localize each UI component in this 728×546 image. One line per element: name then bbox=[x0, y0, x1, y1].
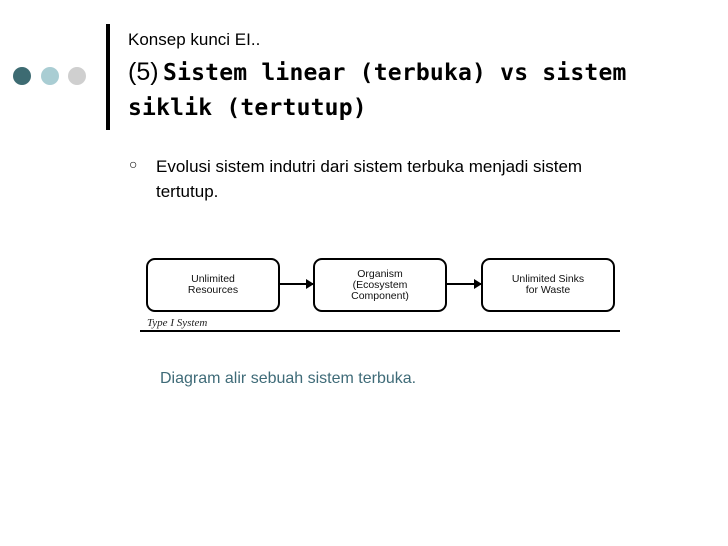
bullet-text: Evolusi sistem indutri dari sistem terbuka menjadi sistem tertutup. bbox=[156, 157, 583, 201]
title-divider-bar bbox=[106, 24, 110, 130]
diagram-box-organism: Organism (Ecosystem Component) bbox=[313, 258, 447, 312]
decor-dot-light bbox=[68, 67, 86, 85]
slide-title bbox=[128, 56, 688, 127]
decor-dot-mid bbox=[41, 67, 59, 85]
diagram-baseline bbox=[140, 330, 620, 332]
diagram-label: Type I System bbox=[147, 317, 208, 329]
arrow-right-icon bbox=[280, 283, 313, 285]
diagram-box-resources: Unlimited Resources bbox=[146, 258, 280, 312]
title-text: Sistem linear (terbuka) vs sistem siklik (tertutup) bbox=[128, 60, 627, 121]
diagram-caption: Diagram alir sebuah sistem terbuka. bbox=[160, 370, 417, 387]
arrow-right-icon bbox=[447, 283, 481, 285]
diagram-box-sinks: Unlimited Sinks for Waste bbox=[481, 258, 615, 312]
flow-diagram bbox=[140, 252, 622, 338]
title-number: (5) bbox=[128, 58, 159, 86]
bullet-icon: ○ bbox=[129, 156, 138, 172]
slide-subtitle: Konsep kunci EI.. bbox=[128, 30, 261, 49]
decor-dot-dark bbox=[13, 67, 31, 85]
